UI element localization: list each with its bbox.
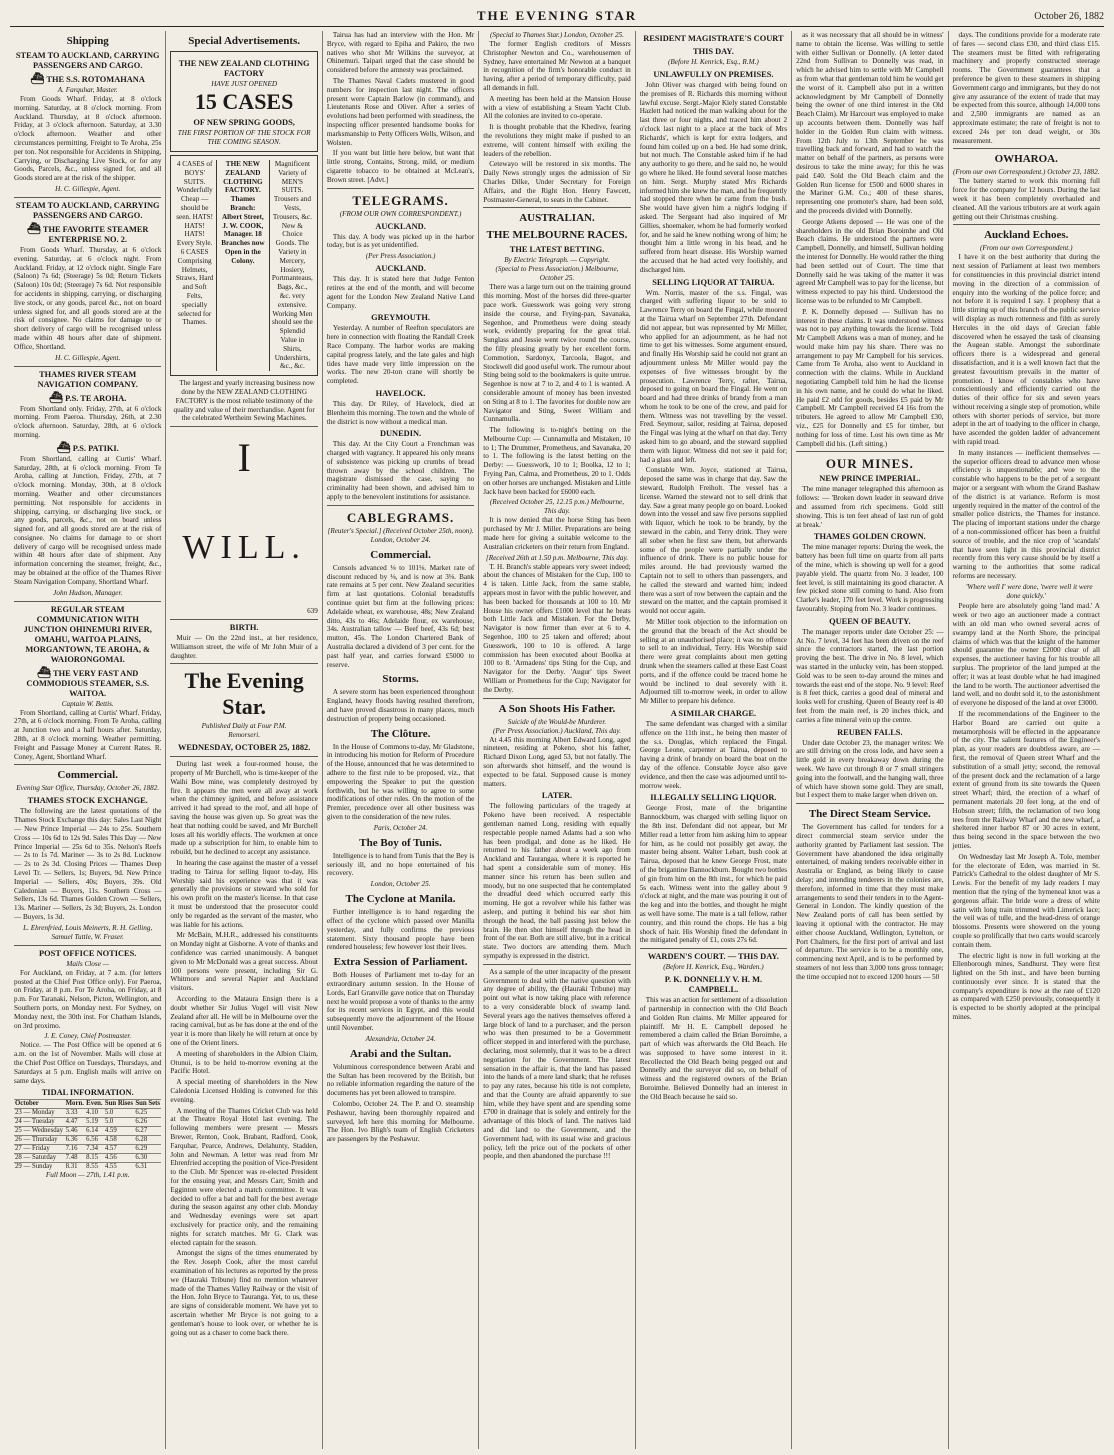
cable-subhead: Commercial.	[370, 548, 431, 561]
table-row	[14, 1163, 161, 1172]
ship-master-1: A. Farquhar, Master.	[57, 86, 118, 94]
will-ad-number: 639	[307, 607, 318, 616]
echoes-paragraph: People here are absolutely going 'land mad.' A week or two ago an auctioneer made a contract with an old man who owned several acres of swampy land at the North Shore, the principal claims of which was that the knight of the hammer should guarantee the owner £2000 clear of all expenses, the auctioneer having for his trouble all surplus. The proprietor of the land jumped at the offer; it was at least double what he had imagined the land to be worth. The auctioneer advertised the land well, and no doubt sold it, to the astonishment of everyone he disposed of the land at over £3000.	[952, 602, 1100, 708]
court-paragraph: George Frost, mate of the brigantine Bannockburn, was charged with selling liquor on the 8th inst. Defendant did not appear, but Mr Miller read a letter from him asking him to appear for him, as he could not possibly get away, the master being absent. Walter Lebart, bush cook at Tairua, deposed that he knew George Frost, mate of the brigantine Bannockburn. Bought two bottles of gin from him on the 8th inst., for which he paid 5s each. Witness went into the galley about 9 o'clock at night, and the mate was pouring it out of the keg and into the bottles, and thought he might as well have some. The mate is a tall fellow, rather country, and thin round the chops. He has a big shock of hair. His Worship fined the defendant in the mitigated penalty of £1, costs 27s 6d.	[639, 804, 788, 945]
son-shoots-sub: Suicide of the Would-be Murderer.	[507, 717, 607, 726]
rm-court-day: THIS DAY.	[692, 47, 734, 56]
echoes-paragraph: If the recommendations of the Engineer to the Harbor Board are carried out quite a metamorphosis will be effected in the appearance of the city. The salient features of the Engineer's plan, as your readers are doubtless aware, are — first, the removal of Queen street Wharf and the substitution of a small jetty; second, the removal of the present dock and the reclamation of a large extent of ground from its site towards the Queen street Wharf; third, the erection of a wharf of permanent materials 20 feet long, at the end of Hobson street; fifth, the reclamation of two long tees from the Railway Wharf and the new wharf, a sheltered inner harbor 87 or 30 acres in extent, thus being second in the space between the two jetties.	[952, 709, 1100, 850]
table-cell: 4.47	[65, 1118, 86, 1127]
owharoa-heading: OWHAROA.	[994, 153, 1058, 166]
divider	[14, 764, 161, 765]
table-row	[14, 1127, 161, 1136]
table-cell: 8.55	[85, 1163, 104, 1172]
table-cell: 25 — Wednesday	[15, 1127, 64, 1135]
telegram-place: AUCKLAND.	[375, 221, 426, 231]
column-4	[479, 31, 635, 1449]
news-paragraph: A meeting has been held at the Mansion House with a view of establishing a Steam Yacht Club. All the colonies are invited to co-operate.	[483, 94, 631, 121]
edition-date: WEDNESDAY, OCTOBER 25, 1882.	[177, 743, 311, 753]
divider	[796, 803, 943, 804]
table-row	[14, 1136, 161, 1145]
table-cell: 7.16	[65, 1145, 86, 1154]
telegram-body: This day. Dr Riley, of Havelock, died at Blenheim this morning. The town and the whole of the district is now without a medical man.	[326, 399, 475, 426]
cable-dateline: Alexandria, October 24.	[365, 1034, 436, 1043]
column-7	[949, 31, 1104, 1449]
table-cell: 6.31	[134, 1163, 161, 1172]
table-cell: 3.33	[65, 1109, 86, 1118]
post-office-note: Notice. — The Post Office will be opened at 6 a.m. on the 1st of November. Mails will close at the Chief Post Office on Tuesdays, Thursdays, and Saturdays at 5 p.m. English mails will arrive on same days.	[14, 1041, 162, 1085]
court-paragraph: Wm. Norris, master of the s.s. Fingal, was charged with suffering liquor to be sold to Lawrence Terry on board the Fingal, while moored at the Tairua wharf on September 27th. Defendant did not appear, but was represented by Mr Miller, who applied for an adjournment, as he had not time to get his witnesses. Some argument ensued, and finally His Worship said he could not grant an adjournment unless Mr Miller would pay the expenses of five witnesses brought by the prosecution. Lawrence Terry, rafter, Tairua, deposed to going on board the Fingal. He went on board and had three drinks of brandy from a man whom he took to be one of the crew, and paid for them. Witness was not travelling by the vessel. Fred. Seymour, sailor, residing at Tairua, deposed the Fingal was lying at the wharf on that day. Terry asked him to go aboard, and the steward supplied them with liquor. Witness did not see it paid for; had a glass and left.	[639, 288, 788, 464]
masthead-date: October 26, 1882	[1034, 10, 1104, 22]
stock-exchange-body: The following are the latest quotations of the Thames Stock Exchange this day: Sales Last Night — New Prince Imperial — 24s to 25s. Southern Cross — 10s 6d to 12s 9d. Sales This Day — New Prince Imperial — 25s 6d to 35s. Nelson's Reefs — 2s to 1s 7d. Mariner — 3s to 2s 8d. Lucknow — 2s to 2s 3d. Closing Prices — Thames Deep Level Tr. — Sellers, 1s; Buyers, 9d. New Prince Imperial — Sellers, 40s; Buyers, 39s. Old Caledonian — Buyers, 11s. Southern Cross — Sellers, 13s 6d. Thames Golden Crown — Sellers, 13s. Mariner — Sellers, 2s 3d; Buyers, 2s. London — Buyers, 1s 3d.	[14, 807, 162, 922]
telegram-body: This day. At the City Court a Frenchman was charged with vagrancy. It appeared his only means of subsistence was picking up crumbs of bread thrown away by the school children. The magistrate dismissed the case, saying no criminality had been shown, and advised him to apply to the benevolent institutions for assistance.	[326, 440, 475, 502]
races-byline: By Electric Telegraph. — Copyright.	[504, 256, 610, 265]
column-3	[323, 31, 479, 1449]
cablegrams-sub: [Reuter's Special.] (Received October 25th, noon). London, October 24.	[327, 526, 474, 544]
tidal-table	[14, 1099, 161, 1171]
post-office-body: For Auckland, on Friday, at 7 a.m. (for letters posted at the Chief Post Office only). For Paeroa, on Friday, at 8 p.m. For Te Aroha, on Friday, at 8 p.m. For Taranaki, Nelson, Picton, Wellington, and Southern ports, on Monday next. For Sydney, on Monday next, the 30th inst. For Chatham Islands, on 3rd proximo.	[14, 968, 162, 1030]
steam-service-paragraph: The Government has called for tenders for a direct commercial steam service under the authority granted by Parliament last session. The Government have abandoned the idea originally entertained, of making tenders receivable either in Australia or England, as being likely to cause delay; and intending tenderers in the colonies are, therefore, informed in time that they must make arrangements to send their tenders in to the Agent-General in London. The kindly question of the New Zealand ports of call has been settled by leaving it optional with the contractor. He may either choose Auckland, Wellington, Lyttelton, or Port Chalmers, for the first port of arrival and last of departure. The service is to be a monthly one, commencing next April, and is to be performed by steamers of not less than 3,000 tons gross tonnage; the time occupied not to exceed 1200 hours — 50	[796, 823, 944, 981]
table-cell: 6.56	[85, 1136, 104, 1145]
telegram-source: (Per Press Association.)	[365, 252, 436, 261]
wardens-court-before: (Before H. Kenrick, Esq., Warden.)	[663, 963, 764, 972]
table-cell: 6.28	[134, 1136, 161, 1145]
later-heading: LATER.	[541, 791, 573, 801]
steamship-icon: ⛴	[37, 666, 52, 679]
stock-exchange-signatures: L. Ehrenfried, Louis Meinerts, R. H. Gelling, Samuel Tuttle, W. Fraser.	[23, 923, 153, 941]
table-cell: 27 — Friday	[14, 1145, 65, 1154]
divider	[14, 197, 161, 198]
table-cell: 4.59	[104, 1127, 135, 1136]
cable-dateline: Paris, October 24.	[373, 823, 428, 832]
shipping-body-4: From Shortland, calling at Curtis' Wharf. Saturday, 28th, at 6 o'clock morning. From Te Aroha, calling at Junction, Friday, 27th, at 7 o'clock morning. Monday, 30th, at 8 o'clock morning. Weather and other circumstances permitting. Not responsible for accidents in shipping, carrying, or discharging live stock, or any goods, parcels, &c., not on board unless signed for, and all goods stored are at the risk of consignee. No claims for damage to or short delivery of cargo will be recognised unless made within 48 hours after date of shipment. Any information concerning the steamer, freight, &c., may be obtained at the office of the Thames River Steam Navigation Company, Shortland Wharf.	[14, 454, 162, 586]
news-paragraph: It is thought probable that the Khedive, fearing the revolutions they might make if pushed to an extreme, will content himself with exiling the leaders of the rebellion.	[483, 123, 631, 158]
court-paragraph: The same defendant was charged with a similar offence on the 11th inst., he being then master of the s.s. Douglas, which replaced the Fingal. George Leone, carpenter at Tairua, deposed to having a drink of brandy on board the boat on the day of the offence. Constable Joyce also gave evidence, and then the case was adjourned until to-morrow week.	[639, 719, 788, 790]
post-office-heading: POST OFFICE NOTICES.	[39, 948, 137, 958]
echoes-paragraph: On Wednesday last Mr Joseph A. Tole, member for the electorate of Eden, was married in St. Patrick's Cathedral to the oldest daughter of Mr S. Lewis. For the benefit of my lady readers I may mention that the tying of the hymeneal knot was a gorgeous affair. The bride wore a dress of white satin with long train trimmed with Limerick lace; the veil was of tulle, and the head-dress of orange blossoms. Presents were showered on the young couple so prolifically that two carts would scarcely contain them.	[952, 852, 1100, 949]
tidal-column-header: Sun Rises	[104, 1100, 133, 1108]
table-cell: 4.56	[104, 1154, 135, 1163]
shipping-title-2: STEAM TO AUCKLAND, CARRYING PASSENGERS AND CARGO.	[15, 200, 160, 220]
telegram-place: GREYMOUTH.	[371, 313, 430, 323]
divider	[483, 698, 630, 699]
table-cell: 4.10	[85, 1109, 104, 1118]
steam-service-paragraph: days. The conditions provide for a moderate rate of fares — second class £30, and third class £15. The steamers must be fitted with refrigerating machinery and properly constructed steerage rooms. The Government guarantees that a preference be given to these steamers in shipping Government cargo and immigrants, but they do not give any assurance of the extent of trade that may be expected from this source, although 14,000 tons and 2,500 immigrants are named as an approximate estimate; the rate of freight is not to exceed 24s per ton dead weight, or 30s measurement.	[952, 31, 1100, 145]
melbourne-races-heading: THE MELBOURNE RACES.	[486, 229, 628, 242]
clothing-factory-ad-2	[170, 155, 317, 376]
table-cell: 24 — Tuesday	[14, 1118, 65, 1127]
court-paragraph: Mr Miller took objection to the information on the ground that the breach of the Act should be selling at an unauthorised place; it was no offence to sell to an individual, Terry. His Worship said there were great complaints about men getting drunk when the steamers called at these East Coast ports, and if the offence could be traced home he would be inclined to deal severely with it. Adjourned till to-morrow week, in order to allow Mr Miller to prepare his defence.	[639, 618, 788, 706]
ship-master-5: Captain W. Bettis.	[61, 699, 114, 708]
ship-name-2: ⛴ THE FAVORITE STEAMER ENTERPRISE NO. 2.	[26, 222, 149, 244]
ad-line: OF NEW SPRING GOODS,	[193, 118, 295, 127]
auckland-echoes-sub: (From our own Correspondent.)	[979, 244, 1073, 253]
divider	[640, 948, 787, 949]
editorial-paragraph: Tairua has had an interview with the Hon. Mr Bryce, with regard to Epiha and Pakiro, the two natives who shot Mr Wilkins the surveyor, at Ohinemuri. Taipari urged that the case should be considered before the amnesty was proclaimed.	[326, 31, 475, 75]
mine-title: REUBEN FALLS.	[837, 727, 903, 737]
table-row	[14, 1154, 161, 1163]
shipping-title-5: REGULAR STEAM COMMUNICATION WITH JUNCTION OHINEMURI RIVER, OMAHU, WAITOA PLAINS, MORGANTOWN, TE AROHA, & WAIORONGOMAI.	[23, 604, 152, 664]
mine-paragraph: The mine manager telegraphed this afternoon as follows: — 'Broken down leader in seaward drive and assumed from rich specimens. Gold still showing. This is ten feet ahead of last run of gold at break.'	[796, 485, 944, 529]
telegram-place: DUNEDIN.	[379, 429, 422, 439]
ad-title: THE NEW ZEALAND CLOTHING FACTORY	[178, 59, 310, 78]
post-office-sub: Mails Close —	[66, 959, 110, 968]
table-cell: 29 — Sunday	[14, 1163, 65, 1172]
table-cell: 5.46	[65, 1127, 86, 1136]
ship-name-1: ⛴ THE S.S. ROTOMAHANA	[30, 73, 145, 85]
news-paragraph: Cetewayo will be restored in six months. The Daily News strongly urges the admission of Sir Charles Dilke, Under Secretary for Foreign Affairs, and the Right Hon. Henry Fawcett, Postmaster-General, to seats in the Cabinet.	[483, 160, 631, 204]
divider	[170, 663, 317, 664]
echoes-quote: 'Where well I' were done, 'twere well it were done quickly.'	[965, 582, 1093, 600]
ship-name-3: ⛴ P.S. TE AROHA.	[49, 391, 127, 404]
cable-body: Colombo, October 24. The P. and O. steamship Peshawur, having been thoroughly repaired and surveyed, left here this morning for Melbourne. The Hon. Ivo Bligh's team of English Cricketers are passengers by the Peshawur.	[326, 1099, 475, 1144]
cable-subhead: Storms.	[382, 673, 419, 686]
evening-star-nameplate: The Evening Star.	[184, 668, 304, 720]
editorial-paragraph: The Thames Naval Cadets mustered in good numbers for inspection last night. The officers present were Captain Barlow (in command), and Lieutenants Rose and Oliver. After a series of evolutions had been performed with steadiness, the inspecting officer presented handsome books for marksmanship to Petty Officers Wells, Wilson, and Wolsten.	[326, 76, 475, 147]
steamship-icon: ⛴	[30, 73, 45, 85]
birth-notice: Muir — On the 22nd inst., at her residence, Williamson street, the wife of Mr John Muir of a daughter.	[170, 633, 318, 660]
column-1	[10, 31, 166, 1449]
ad-footer: The largest and yearly increasing business now done by the NEW ZEALAND CLOTHING FACTORY is the most reliable testimony of the quality and value of their merchandise. Agent for the celebrated Wertheim Sewing Machines.	[173, 379, 315, 423]
shipping-agent-2: H. C. Gillespie, Agent.	[55, 353, 121, 362]
ad-subtitle: HAVE JUST OPENED	[211, 80, 278, 88]
divider	[483, 207, 630, 208]
wardens-court-heading: WARDEN'S COURT. — THIS DAY.	[647, 952, 779, 962]
court-paragraph: P. K. Donnelly deposed — Sullivan has no interest in these claims. It was understood witness was not to pay anything towards the license. Told Mr Campbell Atkens was a man of money, and he would make him pay his share. There was no arrangement to pay Mr Campbell for his services. Came from Te Aroha, also went to Auckland in connection with the claims. While in Auckland negotiating Campbell told him he had the license in his own name, and he could do what he liked. He paid £2 odd for goods, besides £5 paid by Mr Campbell. Mr Campbell received £4 16s from the tributers. He agreed to allow Mr Campbell £30, viz., £25 for Donnelly and £5 for timber, but nothing for loss of time. Lost his own time as Mr Campbell did his. (Left sitting.)	[796, 307, 944, 448]
echoes-paragraph: I have it on the best authority that during the next session of Parliament at least two members for constituencies in this provincial district intend moving in the direction of a commission of enquiry into the working of the police force; and not before it is required I say. I prophesy that a little stirring up of this branch of the public service will display as much rottenness and filth as surely Hercules in the old days of Grecian fable discovered when he essayed the task of cleansing the Augean stable. Amongst the subordinate officers there is a widespread and general dissatisfaction, and it is a well known fact that the greatest favouritism prevails in the matter of promotion. I know of constables who have conscientiously and efficiently carried out the duties of their office for six and seven years without receiving a single step of promotion, while others with shorter periods of service, but more adept in the art of toadying to the officer in charge, have ascended the golden ladder of advancement with rapid tread.	[952, 253, 1100, 447]
ad-right-panel: Magnificent Variety of MEN'S SUITS. Trousers and Vests, Trousers, &c. New & Choice Goods. The Variety in Mercery, Hosiery, Portmanteaus, Bags, &c., &c. very extensive. Working Men should see the Splendid Value in Shirts, Undershirts, &c., &c.	[269, 160, 313, 371]
echoes-paragraph: In many instances — inefficient themselves — the superior officers dread to advance men whose efficiency is unquestionable; and woe to the constable who happens to be the pet of a sergeant major or a sergeant with whom the Grand Bashaw of the district is at variance. Reform is most urgently required in the matter of the control of the smaller police districts, the Thames for instance. The placing of important stations under the charge of a non-commissioned officer has been a fruitful source of trouble, and the nice crop of 'scandals' that have seen light in this provincial district recently from this very cause should be by itself a warning to the authorities that some radical reforms are necessary.	[952, 448, 1100, 581]
post-office-sign: J. E. Coney, Chief Postmaster.	[44, 1032, 132, 1041]
tidal-column-header: Sun Sets	[135, 1100, 161, 1108]
court-paragraph: John Oliver was charged with being found on the premises of R. Richards this morning without lawful excuse. Sergt.-Major Kiely stated Constable Hazlett had noticed the man walking about for the last three or four nights, and traced him about 2 o'clock last night to a place at the back of Mrs Richards', which is kept for extra lodgers, and found him coiled up on a bed. He had some drink, but not much. The Constable asked him if he had any authority to go there, and he said no, he would go where he liked. He found several loose matches on him. Sergt. Murphy stated Mrs Richards informed him she knew the man, and he frequently had stopped there when he came from the bush. She would have given him a night's lodging if asked. The Sergeant had also inquired of Mr Gillies, shoemaker, whom he had formerly worked for, and he said he knew nothing wrong of him; he thought him a little wrong in his head, and he suffered from heart disease. His Worship warned the accused that he had acted very foolishly, and discharged him.	[639, 81, 788, 274]
table-cell: 6.36	[65, 1136, 86, 1145]
steamship-icon: ⛴	[49, 391, 64, 404]
news-paragraph: The former English creditors of Messrs Christopher Newton and Co., warehousemen of Sydney, have entertained Mr Newton at a banquet in recognition of the firm's honorable conduct in having, after a period of temporary difficulty, paid all demands in full.	[483, 40, 631, 92]
tidal-foot: Full Moon — 27th, 1.41 p.m.	[45, 1171, 130, 1180]
shipping-title-1: STEAM TO AUCKLAND, CARRYING PASSENGERS AND CARGO.	[15, 51, 160, 70]
ad-center-panel: THE NEW ZEALAND CLOTHING FACTORY. Thames Branch: Albert Street, J. W. COOK, Manager. 18 Branches now Open in the Colony.	[221, 160, 265, 265]
editorial-paragraph: Amongst the signs of the times enumerated by the Rev. Joseph Cook, after the most careful examination of his lectures as reported by the press we (Hauraki Tribune) find no mention whatever made of the Thames Valley Railway or the visit of the Hon. John Bryce to Tauranga. Yet, to us, these are signs of considerable moment. We have yet to ascertain whether Mr Bryce is not going to a gentleman's house to look over, or whether he is going out as a chaser to come back there.	[170, 1249, 318, 1337]
editorial-paragraph: According to the Mataura Ensign there is a doubt whether Sir Julius Vogel will visit New Zealand after all. He will be in Melbourne over the racing carnival, but as he has done at the end of the year it is more than likely he will return at once by one of the Orient liners.	[170, 995, 318, 1047]
masthead	[10, 6, 1104, 27]
shipping-body-5: From Shortland, calling at Curtis' Wharf. Friday, 27th, at 6 o'clock morning. From Te Aroha, calling at Junction two and a half hours after. Saturday, 28th, at 8 o'clock morning. Weather permitting. Freight and Passage Money at Current Rates. R. Coney, Agent, Shortland Wharf.	[14, 708, 162, 761]
news-paragraph: The following is to-night's betting on the Melbourne Cup: — Cunnamulla and Mistaken, 10 to 1; The Drummer, Prometheus, and Savanaka, 20 to 1. The following is the latest betting on the Derby: — Guesswork, 10 to 1; Boolka, 12 to 1; Frying Pan, Calma, and Prometheus, 20 to 1. Odds on other horses are unchanged. Mistaken and Little Jack have been backed for £6000 each.	[483, 426, 631, 496]
news-paragraph: At 4.45 this morning Albert Edward Long, aged nineteen, residing at Pokeno, shot his father, Richard Dixon Long, aged 53, but not fatally. The son afterwards shot himself, and the wound is expected to be fatal. Supposed cause is money matters.	[483, 735, 631, 788]
motto: Remorseri.	[228, 731, 260, 740]
cable-body: Voluminous correspondence between Arabi and the Sultan has been recovered by the British, but no reliable information regarding the nature of the documents has yet been allowed to transpire.	[326, 1062, 475, 1098]
column-5	[636, 31, 792, 1449]
tidal-column-header: Morn.	[65, 1100, 84, 1108]
table-cell: 23 — Monday	[14, 1109, 65, 1118]
table-cell: 7.48	[65, 1154, 86, 1163]
son-shoots-heading: A Son Shoots His Father.	[498, 702, 616, 715]
editorial-paragraph: A meeting of shareholders in the Albion Claim, Otunui, is to be held to-morrow evening at the Pacific Hotel.	[170, 1049, 318, 1076]
mine-paragraph: The manager reports under date October 25: — At No. 7 level, 34 feet has been driven on the reef since the contractors started, the last portion proving the best. The drive in No. 8 level, which was started in the unlucky vein, has been stopped. Gold was to be seen to-day around the mines and towards the east end of the stope. No. 9 level: Reef is 8 feet thick, carries a good deal of mineral and looks well for crushing. Queen of Beauty reef is 40 feet from the main reef, is 20 inches thick, and carries a fine mineral vein up the centre.	[796, 627, 944, 724]
son-shoots-dateline: (Per Press Association.) Auckland, This day.	[492, 726, 621, 735]
ad-cases: 15 CASES	[194, 89, 294, 114]
shipping-heading: Shipping	[66, 35, 109, 47]
table-cell: 5.0	[104, 1118, 135, 1127]
editorial-paragraph: During last week a four-roomed house, the property of Mr Burchell, who is time-keeper of the Waihi Bow mine, was completely destroyed by fire. It appears the men were all away at work when the chimney ignited, and before assistance arrived it had spread to the roof, and all hope of saving the house was given up. So great was the heat that nothing could be saved, and Mr Burchell loses all his worldly effects. The workmen at once made up a subscription for him, to enable him to rebuild, but he declined to accept any assistance.	[170, 760, 318, 857]
will-ad-i: I	[237, 435, 251, 481]
auckland-echoes-heading: Auckland Echoes.	[984, 229, 1069, 242]
divider	[170, 426, 317, 427]
table-cell: 8.31	[65, 1163, 86, 1172]
ship-name-4: ⛴ P.S. PATIKI.	[56, 441, 119, 454]
editorial-paragraph: Mr McBain, M.H.R., addressed his constituents on Monday night at Gisborne. A vote of thanks and confidence was carried unanimously. A banquet given to Mr McDonald was a great success. About 100 persons were present, including Sir G. Whitmore and several Napier and Auckland visitors.	[170, 931, 318, 993]
cable-subhead: Extra Session of Parliament.	[333, 956, 468, 969]
ship-name-5: ⛴ THE VERY FAST AND COMMODIOUS STEAMER, S.S. WAITOA.	[26, 666, 150, 698]
tidal-heading: TIDAL INFORMATION.	[41, 1088, 134, 1098]
australian-heading: AUSTRALIAN.	[519, 212, 595, 225]
court-paragraph: This was an action for settlement of a dissolution of partnership in connection with the Old Beach and Golden Run claims. Mr Miller appeared for plaintiff. Mr H. E. Campbell deposed he remembered a claim called the Brian Boroimhe, a part of which was afterwards the Old Beach. He was supposed to have some interest in it. Recollected the Old Beach being pegged out and Donnelly and the surveyor did so, on behalf of witness and the registered owners of the Brian Boroimhe. Believed Donnelly had an interest in the Old Beach because he said so.	[639, 996, 788, 1101]
table-cell: 4.55	[104, 1163, 135, 1172]
cable-body: A severe storm has been experienced throughout England, heavy floods having resulted therefrom, and have proved disastrous in many places, much destruction of property being occasioned.	[326, 688, 475, 723]
telegram-body: This day. A body was picked up in the harbor today, but is as yet unidentified.	[326, 232, 475, 250]
will-ad-word: WILL.	[182, 528, 306, 566]
owharoa-sub: (From our own Correspondent.) October 23, 1882.	[952, 168, 1100, 177]
table-cell: 8.15	[85, 1154, 104, 1163]
column-2	[166, 31, 322, 1449]
divider	[953, 224, 1100, 225]
telegram-body: Yesterday. A number of Reefton speculators are here in connection with floating the Randall Creek Race Company. The harbor works are making capital progress lately, and the late gales and high tides have made very little impression on the works. The new 20-ton crane will shortly be completed.	[326, 324, 475, 386]
races-sub: THE LATEST BETTING.	[509, 245, 605, 255]
table-cell: 6.30	[134, 1154, 161, 1163]
mine-title: QUEEN OF BEAUTY.	[829, 616, 911, 626]
editorial-paragraph: A special meeting of shareholders in the New Caledonia Licensed Holding is convened for this evening.	[170, 1078, 318, 1104]
court-paragraph: George Atkens deposed — He was one of the shareholders in the old Brian Boroimhe and Old Beach claims. He understood the partners were Campbell, Donnelly, and himself, Sullivan holding the interest for Donnelly. He would rather the thing had been settled out of Court. The time that Donnelly said he was taking of the matter it was agreed Mr Campbell was to pay for the license, but witness expected to pay his third. Understood the license was to be refunded to Mr Campbell.	[796, 217, 944, 305]
news-paragraph: T. H. Branch's stable appears very sweet indeed; about the chances of Mistaken for the Cup, 100 to 4 is taken. Little Jack, from the same stable, appears most in favor with the public however, and has been backed for thousands at 100 to 10. Mr House his owner offers £1000 level that he beats both Little Jack and Mistaken. For the Derby, Navigator is now firmer than ever at 6 to 4. Segenhoe, 100 to 25 taken and offered; about Guesswork, 100 to 10 is offered. A large commission has been executed about Boolka at 100 to 8. 'Armadens' tips Sting for the Cup, and Navigator for the Derby. 'Augur' tips Sweet William or Prometheus for the Cup; Navigator for the Derby.	[483, 562, 631, 694]
mine-paragraph: The mine manager reports: During the week, the battery has been full time on quartz from all parts of the mine, which is showing up well for a good payable yield. The quartz from No. 3 leader, 100 feet level, is still maintaining its good character. A few picked stone still coming to hand. Also from Clarke's leader, 170 feet level. Work is progressing favourably. Stoping from No. 3 leader continues.	[796, 543, 944, 614]
cable-subhead: The Clôture.	[370, 727, 431, 740]
court-paragraph: as it was necessary that all should be in witness' name to obtain the license. Was willing to settle with either Sullivan or Donnelly. (A letter dated 22nd from Sullivan to Donnelly was read, in which he advised him to settle with Mr Campbell as from what that gentleman told him he would get the worst of it. Campbell also put in a written acknowledgment by Mr Campbell of Donnelly being the owner of one third interest in the Old Beach Claim). Mr Harcourt was employed to make up accounts between them. Donnelly was half holder in the Golden Run claim with witness. From 12th July to 13th September he was travelling back and forward, and had to watch the matter on behalf of the partners, as persons were desirous to take the mine away; for this he was paid £40. Sold the Old Beach claim and the Golden Run license for £500 and 6000 shares in the Mariner G.M. Co.; 400 of these shares, representing one promoter's share, had been sold, and the proceeds divided with Donnelly.	[796, 31, 944, 215]
shipping-body-3: From Shortland only. Friday, 27th, at 6 o'clock morning. From Paeroa. Thursday, 26th, at 2.30 o'clock afternoon. Saturday, 28th, at 6 o'clock morning.	[14, 404, 162, 439]
steamship-icon: ⛴	[56, 441, 71, 454]
table-cell: 26 — Thursday	[14, 1136, 65, 1145]
telegram-body: This day. It is stated here that Judge Fenton retires at the end of the month, and will become agent for the London New Zealand Native Land Company.	[326, 275, 475, 310]
rm-court-before: (Before H. Kenrick, Esq., R.M.)	[668, 58, 759, 66]
shipping-agent-4: John Hudson, Manager.	[53, 588, 123, 597]
steam-service-heading: The Direct Steam Service.	[808, 808, 931, 821]
cable-body: Further intelligence is to hand regarding the effect of the cyclone which passed over Manilla yesterday, and fully confirms the previous statement. Sixty thousand people have been rendered houseless; few however lost their lives.	[326, 908, 475, 952]
news-paragraph: As a sample of the utter incapacity of the present Government to deal with the native question with any degree of ability, the (Hauraki Tribune) may point out what is now taking place with reference to a very considerable block of swamp land. Several years ago the natives themselves offered a large block of land to a purchaser, and the person who was then presumed to be a Government officer stepped in and interfered with the purchase, declaring, most solemnly, that it was to be a direct negotiation for the Government. The latest sensation in the affair is, that the land has passed into the hands of a mere land shark; that he refuses to pay any rates, because his title is not complete, and that the County are afraid apparently to sue him, while they have spent and are spending some £700 in drainage that is solely and entirely for the advantage of this block of land. The natives laid and did land to the Government, and the Government had, with its usual wise and gracious policy, left the price out of the pockets of other people, and then abandoned the purchase !!!	[483, 967, 631, 1161]
divider	[796, 451, 943, 452]
cable-subhead: The Cyclone at Manila.	[345, 893, 456, 906]
masthead-title: THE EVENING STAR	[476, 8, 638, 23]
case-title: ILLEGALLY SELLING LIQUOR.	[650, 793, 777, 803]
table-cell: 6.29	[134, 1145, 161, 1154]
table-cell: 4.58	[104, 1136, 135, 1145]
ad-left-panel: 4 CASES of BOYS' SUITS. Wonderfully Cheap — should be seen. HATS! HATS! HATS! Every Style. 6 CASES Comprising Helmets, Straws, Hard and Soft Felts, specially selected for Thames.	[175, 160, 216, 371]
divider	[170, 756, 317, 757]
cablegrams-heading: CABLEGRAMS.	[346, 509, 455, 525]
table-cell: 6.27	[134, 1127, 161, 1136]
case-title: A SIMILAR CHARGE.	[670, 708, 757, 718]
rm-court-heading: RESIDENT MAGISTRATE'S COURT	[643, 34, 784, 43]
birth-heading: BIRTH.	[229, 622, 259, 632]
divider	[14, 945, 161, 946]
mine-title: THAMES GOLDEN CROWN.	[813, 532, 926, 542]
telegrams-sub: (FROM OUR OWN CORRESPONDENT.)	[339, 209, 462, 218]
shipping-title-3: THAMES RIVER STEAM NAVIGATION COMPANY.	[37, 369, 138, 389]
news-paragraph: It is now denied that the horse Sting has been purchased by Mr J. Miller. Preparations are being made here for giving a suitable welcome to the Australian cricketers on their return from England.	[483, 516, 631, 551]
court-paragraph: Constable Wm. Joyce, stationed at Tairua, deposed the same was in charge that day. Saw the steward, Rudolph Freiholt. The vessel has a license. Warned the steward not to sell drink that day. Saw a great many people go on board. Looked down into the vessel and saw five persons supplied with liquor, which he took to be brandy, by the steward in the cabin, and Terry drink. They were all sober when he first saw them, but afterwards some of the people were partially under the influence of drink. There is no public house for miles around. He had previously warned the Captain not to sell to others than passengers, and he called the steward and warned him; indeed there was a sort of row between the captain and the steward on the matter, and the captain promised it would not occur again.	[639, 466, 788, 616]
cable-subhead: Arabi and the Sultan.	[349, 1047, 452, 1060]
table-cell: 28 — Saturday	[14, 1154, 65, 1163]
editorial-paragraph: A meeting of the Thames Cricket Club was held at the Theatre Royal Hotel last evening. The following members were present — Messrs Brewer, Renton, Cook, Brabant, Radford, Cook, Farquhar, Pearce, Andrews, Delahunty, Stadden, John and Newman. A letter was read from Mr Ehrenfried accepting the position of Vice-President to the Club. Mr Spencer was re-elected President for the ensuing year, and Messrs Carr, Smith and Egginton were elected a match committee. It was decided to offer a bat and ball for the best average during the season against any other club. Monday and Wednesday evenings were set apart exclusively for practice only, and the remaining nights for scratch matches. Mr G. Clark was elected captain for the season.	[170, 1106, 318, 1247]
tidal-column-header: Even.	[86, 1100, 103, 1108]
telegram-place: AUCKLAND.	[375, 264, 426, 274]
editorial-paragraph: In hearing the case against the master of a vessel trading to Tairua for selling liquor to-day, His Worship said his experience was that it was generally the provisions or steward who sold for his own profit on the master's license. In that case it must be understood that the prosecutor could only be regarded as the servant of the master, who was liable for his actions.	[170, 859, 318, 929]
table-cell: 5.19	[85, 1118, 104, 1127]
table-row	[14, 1118, 161, 1127]
columns	[10, 31, 1104, 1449]
mine-title: NEW PRINCE IMPERIAL.	[819, 474, 921, 484]
shipping-body-1: From Goods Wharf. Friday, at 8 o'clock morning. Saturday, at 8 o'clock morning. From Auckland. Thursday, at 8 o'clock afternoon. Friday, at 3 o'clock afternoon. Saturday, at 3.30 o'clock afternoon. Weather and other circumstances permitting. Freight to Te Aroha, 25s per ton. Not responsible for Accidents in Shipping, Carrying, or Discharging Live Stock, or for any Goods, Parcels, &c., unless signed for, and all Goods stored are at the risk of the shipper.	[14, 95, 162, 183]
divider	[953, 148, 1100, 149]
special-sub: (Special to Thames Star.) London, October 25.	[489, 31, 624, 39]
our-mines-heading: OUR MINES.	[825, 456, 914, 472]
cable-body: Consols advanced ⅛ to 101⅛. Market rate of discount reduced by ⅛, and is now at 3⅛. Bank rate remains at 5 per cent. New Zealand securities firm at last quotations. Colonial breadstuffs continue quiet but firm at the following prices: Adelaide wheat, ex warehouse, 48s; New Zealand ditto, 43s to 46s; Adelaide flour, ex warehouse, 34s. Australian tallow — Beef beef, 43s 6d; best mutton, 45s. The London Chartered Bank of Australia declared a dividend of 3 per cent. for the past half year, and carries forward £5000 to reserve.	[326, 563, 475, 669]
divider	[170, 619, 317, 620]
table-cell: 5.0	[104, 1109, 135, 1118]
tobacco-advert: If you want but little here below, but want that little strong, Contains, Strong, mild, or medium cigarette tobacco to be obtained at McLean's, Brown street. [Advt.]	[326, 149, 475, 184]
echoes-paragraph: The electric light is now in full working at the Ellenborough mines, Sandhurst. They were first lighted on the 5th inst., and have been burning continuously ever since. It is stated that the company's expenditure is now at the rate of £120 as compared with £250 previously, consequently it is expected to be shortly adopted at the principal mines.	[952, 951, 1100, 1022]
divider	[483, 964, 630, 965]
shipping-agent-1: H. C. Gillespie, Agent.	[55, 184, 121, 193]
publication-line: Published Daily at Four P.M.	[201, 722, 287, 731]
special-ads-heading: Special Advertisements.	[188, 35, 301, 47]
cable-body: In the House of Commons to-day, Mr Gladstone, in introducing his motion for Reform of Procedure of the House, announced that he was determined to adhere to the first rule to be proposed, viz., that empowering the Speaker to put the question forthwith, but he was willing to agree to some modifications of other rules. On the motion of the Premier, precedence over all other business was given to the consideration of the new rules.	[326, 742, 475, 821]
commercial-heading: Commercial.	[57, 769, 118, 782]
column-6	[792, 31, 948, 1449]
divider	[327, 505, 474, 506]
commercial-sub: Evening Star Office, Thursday, October 26, 1882.	[16, 784, 160, 793]
news-paragraph: The following particulars of the tragedy at Pokeno have been received. A respectable gentleman named Long, residing with equally respectable people named Adams had a son who has been prodigal, and done as he liked. He returned to his father about a week ago from Auckland and Taurangaa, where it is reported he had spent a considerable sum of money. His manner since his return has been sullen and moody, but no one suspected that he contemplated the dreadful deed which occurred early this morning. He got a revolver while his father was asleep, and putting it behind his ear shot him through the head, the ball passing just below the brain. He then shot himself through the head in front of the ear. Both are still alive, but in a critical state. Two doctors are attending them. Much sympathy is expressed in the district.	[483, 802, 631, 960]
stock-exchange-title: THAMES STOCK EXCHANGE.	[27, 796, 148, 806]
table-cell: 7.34	[85, 1145, 104, 1154]
telegram-place: HAVELOCK.	[375, 388, 426, 398]
cable-body: Intelligence is to hand from Tunis that the Bey is seriously ill, and no hope entertained of his recovery.	[326, 851, 475, 878]
case-title: P. K. DONNELLY V. H. M. CAMPBELL.	[664, 975, 763, 995]
table-cell: 6.25	[134, 1109, 161, 1118]
divider	[14, 601, 161, 602]
table-cell: 4.57	[104, 1145, 135, 1154]
clothing-factory-ad	[170, 51, 317, 152]
telegrams-heading: TELEGRAMS.	[352, 192, 449, 208]
divider	[14, 366, 161, 367]
table-cell: 6.26	[134, 1118, 161, 1127]
tidal-column-header: October	[14, 1100, 65, 1109]
news-paragraph: There was a large turn out on the training ground this morning. Most of the horses did three-quarter pace work. Guesswork was going very strong inside the course, and Frying-pan, Savanaka, Segenhoe, and Prometheus were doing steady work, evidently preparing for the great trial. Sunglass and Jessie went twice round the course, the filly pleasing greatly by her excellent form. Commotion, Sardonyx, Tarcoola, Bagot, and Stockwell did good useful work. The rumour about Sting being sold to the bookmakers is quite untrue. Segenhoe is now at 7 to 2, and 4 to 1 is wanted. A considerable amount of money has been invested on Sting at 8 to 1. The favorites for double now are Navigator and Sting, Sweet William and Cunnamulla.	[483, 283, 631, 424]
case-title: UNLAWFULLY ON PREMISES.	[653, 70, 774, 79]
cable-body: Both Houses of Parliament met to-day for an extraordinary autumn session. In the House of Lords, Earl Granville gave notice that on Thursday next he would propose a vote of thanks to the army for its recent services in Egypt, and this would subsequently move the adjournment of the House until November.	[326, 971, 475, 1032]
races-received: (Received October 25, 12.15 p.m.) Melbourne, This day.	[489, 498, 625, 516]
mine-paragraph: Under date October 23, the manager writes: We are still driving on the cross lode, and have seen a little gold in every breakaway down during the week. We have cut through 8 or 7 small stringers going into the footwall, and the hanging wall, three of which have shown some gold. They are small, but I expect them to make larger when driven on.	[796, 738, 944, 800]
races-received: [Received 26th at 1.50 p.m. Melbourne, This day.	[485, 553, 629, 562]
steamship-icon: ⛴	[26, 222, 41, 235]
case-title: SELLING LIQUOR AT TAIRUA.	[652, 277, 775, 287]
table-row	[14, 1109, 161, 1118]
ad-line-2: THE FIRST PORTION OF THE STOCK FOR THE COMING SEASON.	[177, 129, 311, 146]
shipping-body-2: From Goods Wharf. Thursday, at 6 o'clock evening. Saturday, at 6 o'clock night. From Auckland. Friday, at 12 o'clock night. Single Fare (Saloon) 7s 6d; (Steerage) 5s 0d; Return Tickets (Saloon) 10s 0d; (Steerage) 7s 6d. Not responsible for accidents in shipping, carrying, or discharging live stock, or any goods, parcel &c., not on board unless signed for, and all goods stored are at the risk of consignee. No claims for damage to or short delivery of cargo will be recognised unless made within 48 hours after date of shipment. Office, Shortland.	[14, 245, 162, 351]
cable-dateline: London, October 25.	[370, 880, 431, 889]
races-dateline: (Special to Press Association.) Melbourne, October 25.	[495, 265, 619, 283]
owharoa-paragraph: The battery started to work this morning full force for the company for 12 hours. During the last week it has been completely overhauled and cleaned. All the various tributors are at work again getting out their Christmas crushing.	[952, 177, 1100, 221]
table-cell: 6.14	[85, 1127, 104, 1136]
divider	[327, 188, 474, 189]
cable-subhead: The Boy of Tunis.	[359, 836, 442, 849]
table-row	[14, 1145, 161, 1154]
